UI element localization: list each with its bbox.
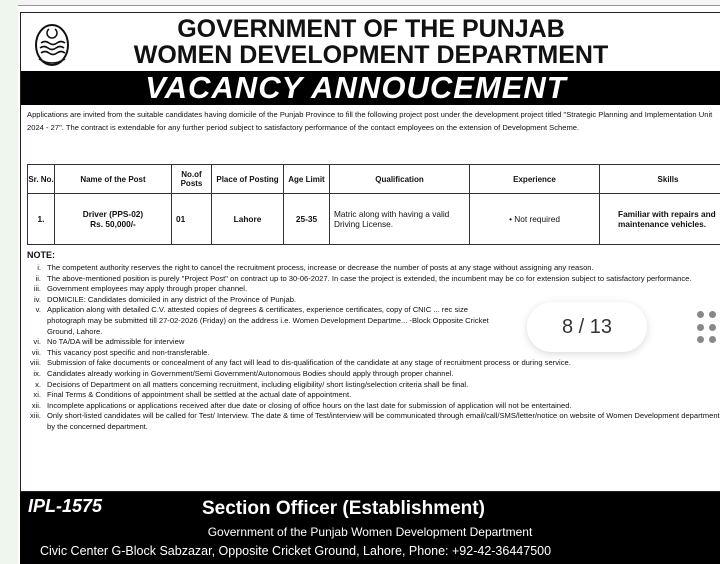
note-number: vi. xyxy=(33,337,41,347)
table-header-row xyxy=(28,165,720,194)
col-qualification: Qualification xyxy=(330,165,470,194)
col-experience: Experience xyxy=(470,165,600,194)
note-item xyxy=(27,380,720,391)
note-item xyxy=(27,263,720,274)
col-age: Age Limit xyxy=(284,165,330,194)
vacancy-document xyxy=(20,12,720,492)
note-number: i. xyxy=(37,263,41,272)
notes-title: NOTE: xyxy=(27,250,55,260)
note-text: DOMICILE: Candidates domiciled in any district of the Province of Punjab. xyxy=(47,294,297,304)
col-posts: No.of Posts xyxy=(172,165,212,194)
intro-paragraph: Applications are invited from the suitable candidates having domicile of the Punjab Province to fill the following project post under the development project titled "Strategic Planning and Implementation Unit 2024 - 27". The contract is extendable for any further period subject to satisfactory performance of the contact employees on the extension of Development Scheme. xyxy=(27,110,713,132)
note-number: v. xyxy=(35,305,41,315)
footer-address: Civic Center G-Block Sabzazar, Opposite Cricket Ground, Lahore, Phone: +92-42-36447500 xyxy=(40,544,552,558)
note-item xyxy=(27,411,720,432)
cell-post xyxy=(55,194,172,245)
post-pay: Rs. 50,000/- xyxy=(90,219,136,229)
note-number: x. xyxy=(35,379,41,389)
note-text: The above-mentioned position is purely "Project Post" on contract up to 30-06-2027. In case the project is extended, the incumbent may be co for extension subject to satisfactory performance. xyxy=(47,273,692,283)
footer-block xyxy=(20,492,720,564)
note-text: Final Terms & Conditions of appointment shall be settled at the actual date of appointment. xyxy=(47,390,352,400)
note-text: Decisions of Department on all matters concerning recruitment, including eligibility/ short listing/selection criteria shall be final. xyxy=(47,379,469,389)
vacancy-banner: VACANCY ANNOUCEMENT xyxy=(21,71,720,105)
cell-place: Lahore xyxy=(212,194,284,245)
note-text: Incomplete applications or applications received after due date or closing of office hours on the last date for submission of application will not be entertained. xyxy=(47,400,572,410)
col-sr: Sr. No. xyxy=(28,165,55,194)
note-number: xii. xyxy=(31,400,41,410)
note-number: iii. xyxy=(33,284,41,294)
note-item xyxy=(27,369,720,380)
note-text: Only short-listed candidates will be called for Test/ Interview. The date & time of Test/interview will be communicated through email/call/SMS/letter/notice on website of Women Development department by the concerned department. xyxy=(47,411,720,431)
note-text: This vacancy post specific and non-transferable. xyxy=(47,347,210,357)
note-number: viii. xyxy=(30,358,41,368)
note-text: The competent authority reserves the right to cancel the recruitment process, increase or decrease the number of posts at any stage without assigning any reason. xyxy=(47,263,594,272)
previous-page-edge xyxy=(18,0,720,6)
note-text: Application along with detailed C.V. attested copies of degrees & certificates, experience certificates, copy of CNIC ... rec size photograph may be submitted till 27-02-2026 (Friday) on the address i.e. Women Development Departme... -Block Opposite Cricket Ground, Lahore. xyxy=(47,305,489,336)
note-text: Candidates already working in Government/Semi Government/Autonomous Bodies should apply through proper channel. xyxy=(47,368,454,378)
note-number: ix. xyxy=(33,368,41,378)
col-skills: Skills xyxy=(600,165,720,194)
note-text: Government employees may apply through proper channel. xyxy=(47,284,248,294)
note-item xyxy=(27,274,720,285)
section-officer: Section Officer (Establishment) xyxy=(202,498,485,519)
table-row xyxy=(28,194,720,245)
note-number: iv. xyxy=(33,294,41,304)
left-edge-strip xyxy=(0,0,18,564)
cell-skills: Familiar with repairs and maintenance vehicles. xyxy=(600,194,720,245)
note-number: vii. xyxy=(31,347,41,357)
note-text: Submission of fake documents or concealment of any fact will lead to dis-qualification of the candidate at any stage of recruitment process or during service. xyxy=(47,358,571,368)
cell-experience: • Not required xyxy=(470,194,600,245)
note-item xyxy=(27,401,720,412)
note-number: xi. xyxy=(33,390,41,400)
cell-qualification: Matric along with having a valid Driving License. xyxy=(330,194,470,245)
department-title: WOMEN DEVELOPMENT DEPARTMENT xyxy=(133,41,609,69)
org-title: GOVERNMENT OF THE PUNJAB xyxy=(177,15,565,43)
cell-posts: 01 xyxy=(172,194,212,245)
col-post: Name of the Post xyxy=(55,165,172,194)
dots-grid-icon[interactable] xyxy=(697,311,717,345)
note-number: xiii. xyxy=(30,411,41,421)
note-text: No TA/DA will be admissible for interview xyxy=(47,337,185,347)
post-name: Driver (PPS-02) xyxy=(82,209,144,219)
footer-department: Government of the Punjab Women Development Department xyxy=(207,525,533,539)
note-item xyxy=(27,390,720,401)
note-item xyxy=(27,358,720,369)
ipl-number: IPL-1575 xyxy=(28,496,103,516)
col-place: Place of Posting xyxy=(212,165,284,194)
note-item xyxy=(27,284,720,295)
vacancy-table xyxy=(27,164,720,245)
cell-sr: 1. xyxy=(28,194,55,245)
page-indicator: 8 / 13 xyxy=(527,302,647,352)
note-number: ii. xyxy=(35,273,41,283)
cell-age: 25-35 xyxy=(284,194,330,245)
